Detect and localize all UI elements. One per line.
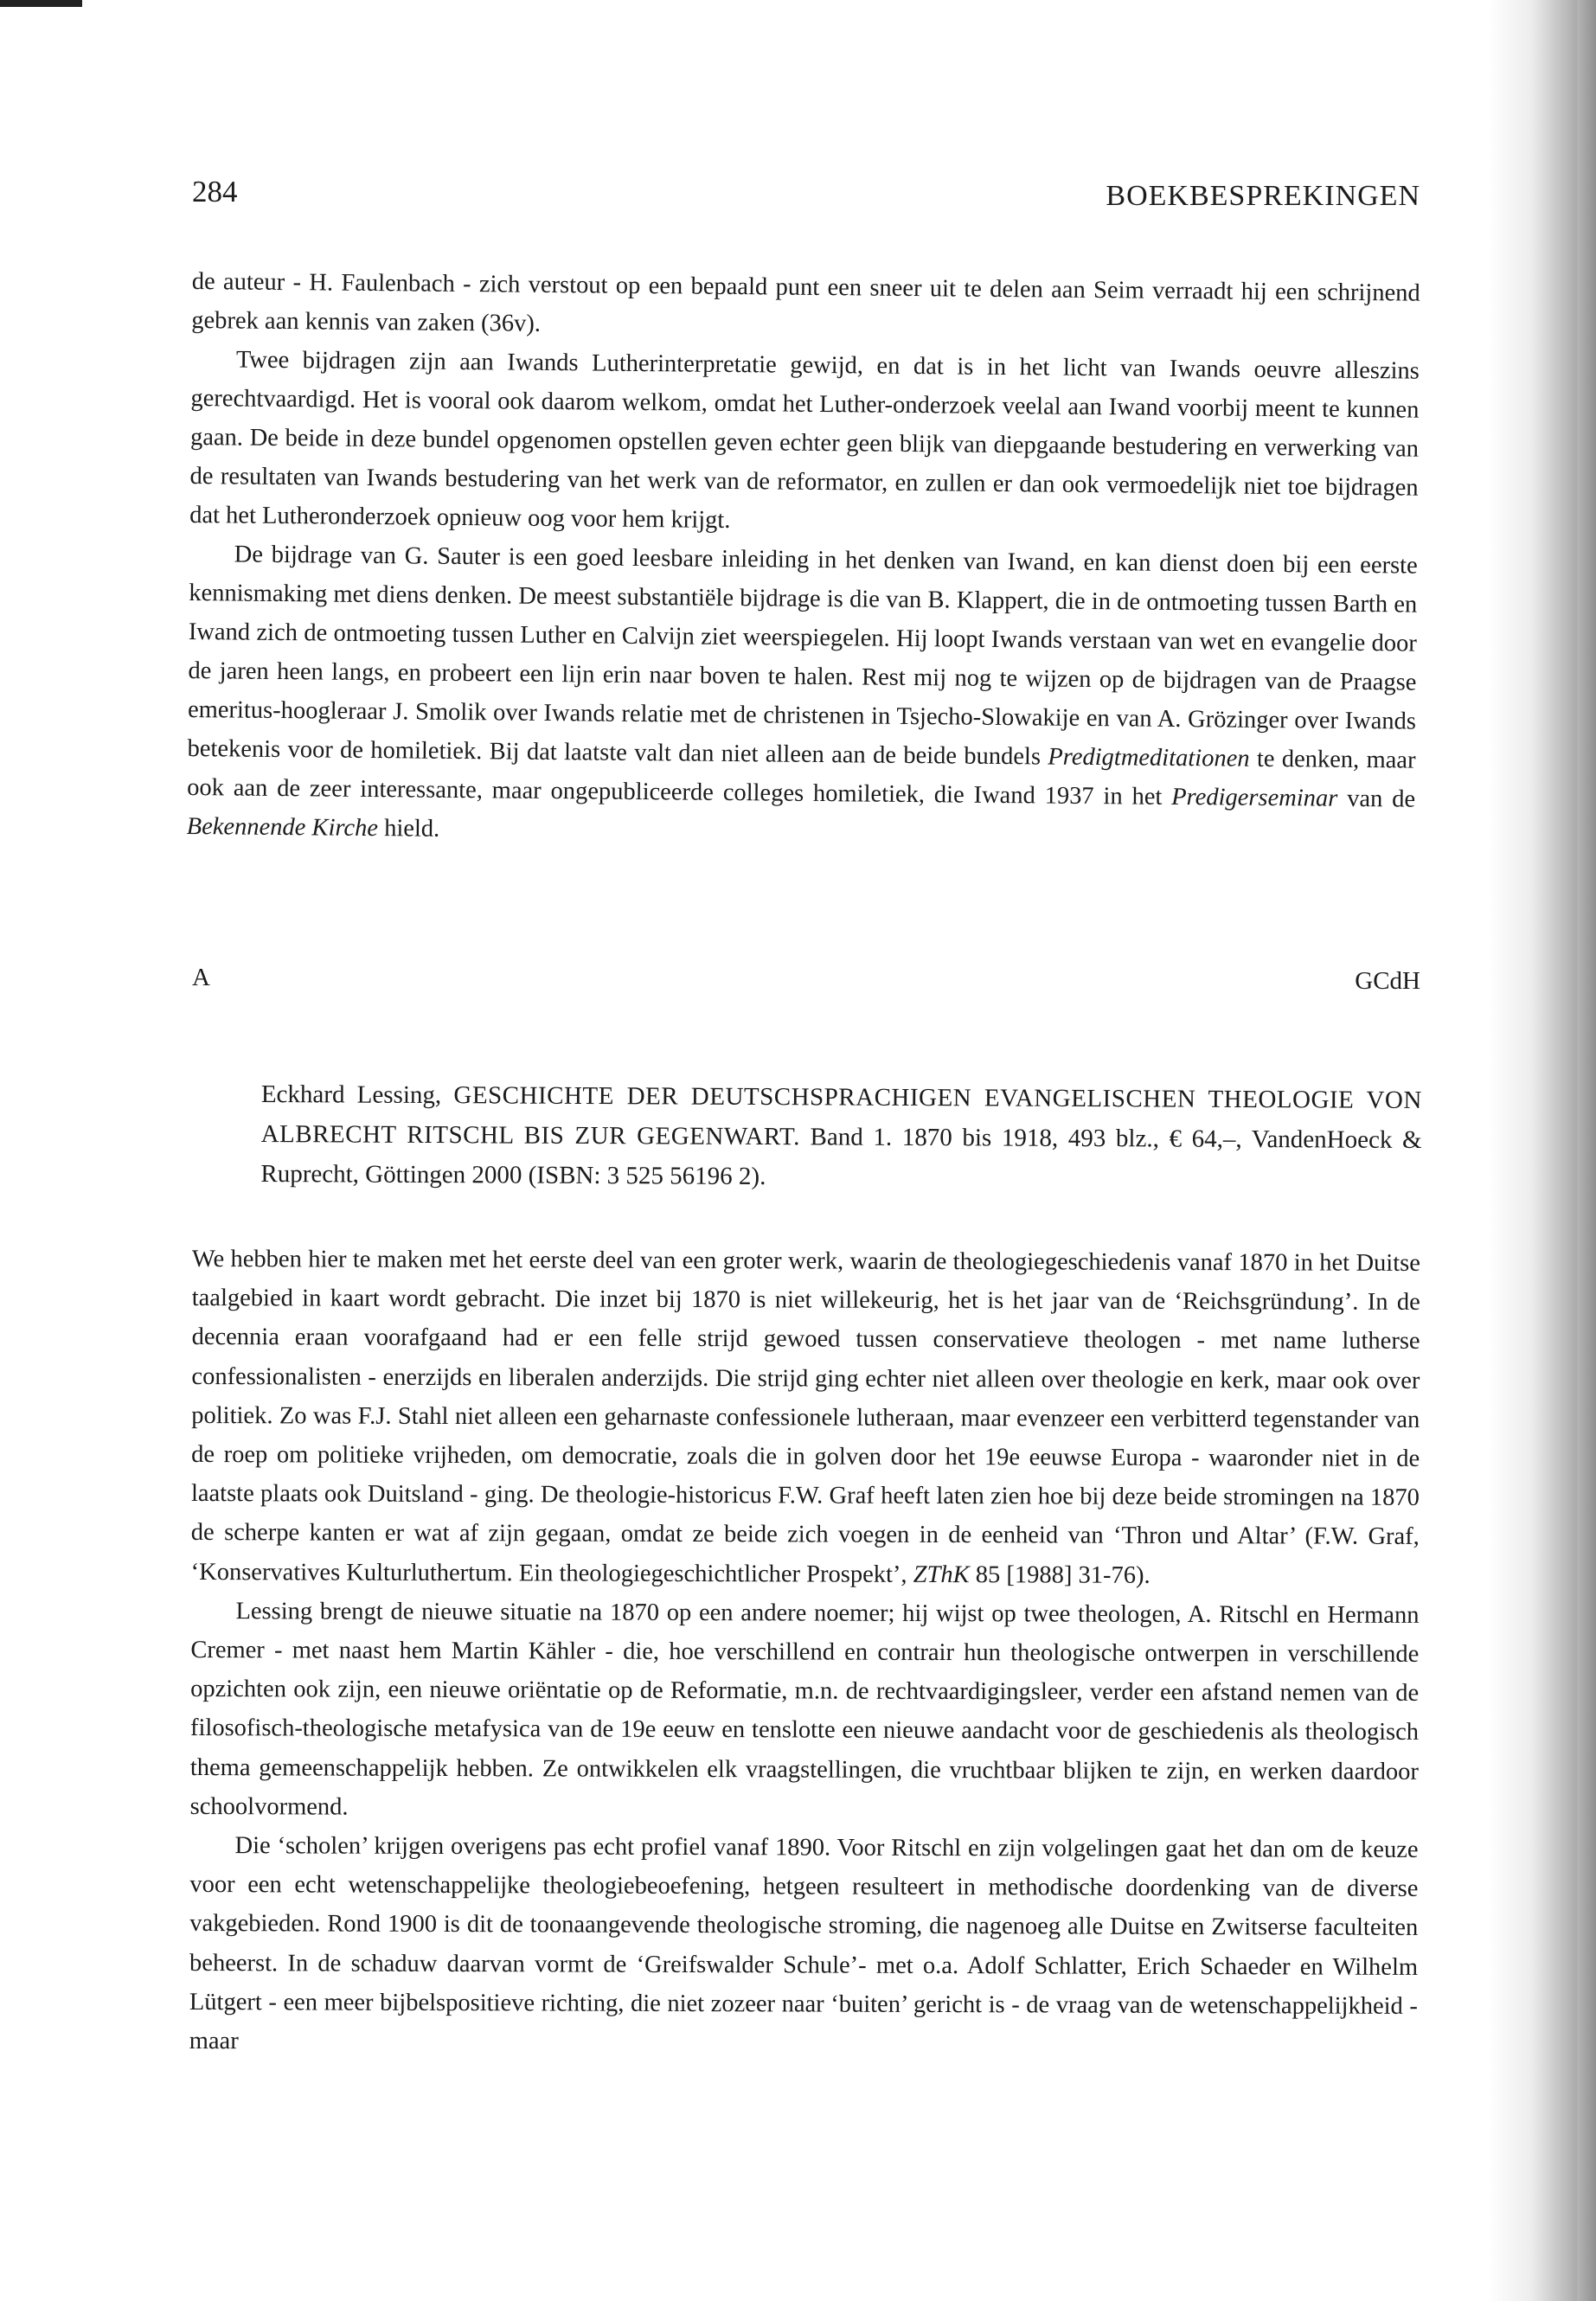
review-1-p3-italic-2: Predigerseminar xyxy=(1171,783,1338,812)
review-2-paragraph-1 xyxy=(191,1240,1420,1596)
binding-edge xyxy=(1577,0,1596,2301)
review-2-citation xyxy=(260,1074,1422,1200)
review-1-signature xyxy=(192,958,1420,997)
scan-corner-mark xyxy=(0,0,82,7)
review-1-body xyxy=(187,262,1420,858)
review-1-p3-text-3: van de xyxy=(1337,785,1416,813)
citation-details: Band 1. 1870 bis 1918, 493 blz., € 64,–, VandenHoeck & Ruprecht, Göttingen 2000 (ISBN: 3 525 56196 2). xyxy=(260,1123,1422,1191)
reviewer-initials: GCdH xyxy=(1355,967,1420,995)
page-number: 284 xyxy=(192,175,238,208)
review-1-p3-italic-3: Bekennende Kirche xyxy=(186,812,379,843)
page-header xyxy=(192,175,1420,227)
review-1-p3-text-2: te denken, maar ook aan de zeer interessante, maar ongepubliceerde colleges homiletiek, die Iwand 1937 in het xyxy=(187,745,1416,811)
review-1-paragraph-3 xyxy=(187,535,1418,858)
review-1-paragraph-2: Twee bijdragen zijn aan Iwands Lutherinterpretatie gewijd, en dat is in het licht van Iwands oeuvre alleszins gerechtvaardigd. Het is vooral ook daarom welkom, omdat het Luther-onderzoek veelal aan Iwand voorbij meent te kunnen gaan. De beide in deze bundel opgenomen opstellen geven echter geen blijk van diepgaande bestudering en verwerking van de resultaten van Iwands bestudering van het werk van de reformator, en zullen er dan ook vermoedelijk niet toe bijdragen dat het Lutheronderzoek opnieuw oog voor hem krijgt. xyxy=(189,346,1420,534)
review-1-p3-text-4: hield. xyxy=(377,815,440,843)
review-2-p1-italic: ZThK xyxy=(913,1561,970,1588)
review-1-p3-text-1: De bijdrage van G. Sauter is een goed leesbare inleiding in het denken van Iwand, en kan dienst doen bij een eerste kennismaking met diens denken. De meest substantiële bijdrage is die van B. Klappert, die in de ontmoeting tussen Barth en Iwand zich de ontmoeting tussen Luther en Calvijn ziet weerspiegelen. Hij loopt Iwands verstaan van wet en evangelie door de jaren heen langs, en probeert een lijn erin naar boven te halen. Rest mij nog te wijzen op de bijdragen van de Praagse emeritus-hoogleraar J. Smolik over Iwands relatie met de christenen in Tsjecho-Slowakije en van A. Grözinger over Iwands betekenis voor de homiletiek. Bij dat laatste valt dan niet alleen aan de beide bundels xyxy=(187,541,1418,771)
citation-author: Eckhard Lessing, xyxy=(260,1080,454,1110)
review-1-p3-italic-1: Predigtmeditationen xyxy=(1048,743,1250,772)
review-2-p1-text-1: We hebben hier te maken met het eerste deel van een groter werk, waarin de theologiegeschiedenis vanaf 1870 in het Duitse taalgebied in kaart wordt gebracht. Die inzet bij 1870 is niet willekeurig, het is het jaar van de ‘Reichsgründung’. In de decennia eraan voorafgaand had er een felle strijd gewoed tussen conservatieve theologen - met name lutherse confessionalisten - enerzijds en liberalen anderzijds. Die strijd ging echter niet alleen over theologie en kerk, maar ook over politiek. Zo was F.J. Stahl niet alleen een geharnaste confessionele lutheraan, maar evenzeer een verbitterd tegenstander van de roep om politieke vrijheden, om democratie, zoals die in golven door het 19e eeuwse Europa - waaronder niet in de laatste plaats ook Duitsland - ging. De theologie-historicus F.W. Graf heeft laten zien hoe bij deze beide stromingen na 1870 de scherpe kanten er wat af zijn gegaan, omdat ze beide zich voegen in de eenheid van ‘Thron und Altar’ (F.W. Graf, ‘Konservatives Kulturluthertum. Ein theologiegeschichtlicher Prospekt’, xyxy=(190,1246,1420,1588)
review-2-p1-text-2: 85 [1988] 31-76). xyxy=(969,1561,1151,1589)
review-2-body xyxy=(189,1240,1420,2065)
review-2-paragraph-3: Die ‘scholen’ krijgen overigens pas echt profiel vanaf 1890. Voor Ritschl en zijn volgelingen gaat het dan om de keuze voor een echt wetenschappelijke theologiebeoefening, hetgeen resulteert in methodische doordenking van de diverse vakgebieden. Rond 1900 is dit de toonaangevende theologische stroming, die nagenoeg alle Duitse en Zwitserse faculteiten beheerst. In de schaduw daarvan vormt de ‘Greifswalder Schule’- met o.a. Adolf Schlatter, Erich Schaeder en Wilhelm Lütgert - een meer bijbelspositieve richting, die niet zozeer naar ‘buiten’ gericht is - de vraag van de wetenschappelijkheid - maar xyxy=(189,1832,1419,2055)
review-2-paragraph-2: Lessing brengt de nieuwe situatie na 1870 op een andere noemer; hij wijst op twee theologen, A. Ritschl en Hermann Cremer - met naast hem Martin Kähler - die, hoe verschillend en contrair hun theologische ontwerpen in verschillende opzichten ook zijn, een nieuwe oriëntatie op de Reformatie, m.n. de rechtvaardigingsleer, verder een afstand nemen van de filosofisch-theologische metafysica van de 19e eeuw en tenslotte een nieuwe aandacht voor de geschiedenis als theologisch thema gemeenschappelijk hebben. Ze ontwikkelen elk vraagstellingen, die vruchtbaar blijken te zijn, en werken daardoor schoolvormend. xyxy=(189,1598,1420,1821)
signature-letter: A xyxy=(192,964,210,991)
running-title: BOEKBESPREKINGEN xyxy=(1106,180,1420,212)
citation-title: GESCHICHTE DER DEUTSCHSPRACHIGEN EVANGELISCHEN THEOLOGIE VON ALBRECHT RITSCHL BIS ZUR GEGENWART. xyxy=(260,1081,1422,1151)
review-1-paragraph-1: de auteur - H. Faulenbach - zich verstout op een bepaald punt een sneer uit te delen aan Seim verraadt hij een schrijnend gebrek aan kennis van zaken (36v). xyxy=(191,267,1420,337)
